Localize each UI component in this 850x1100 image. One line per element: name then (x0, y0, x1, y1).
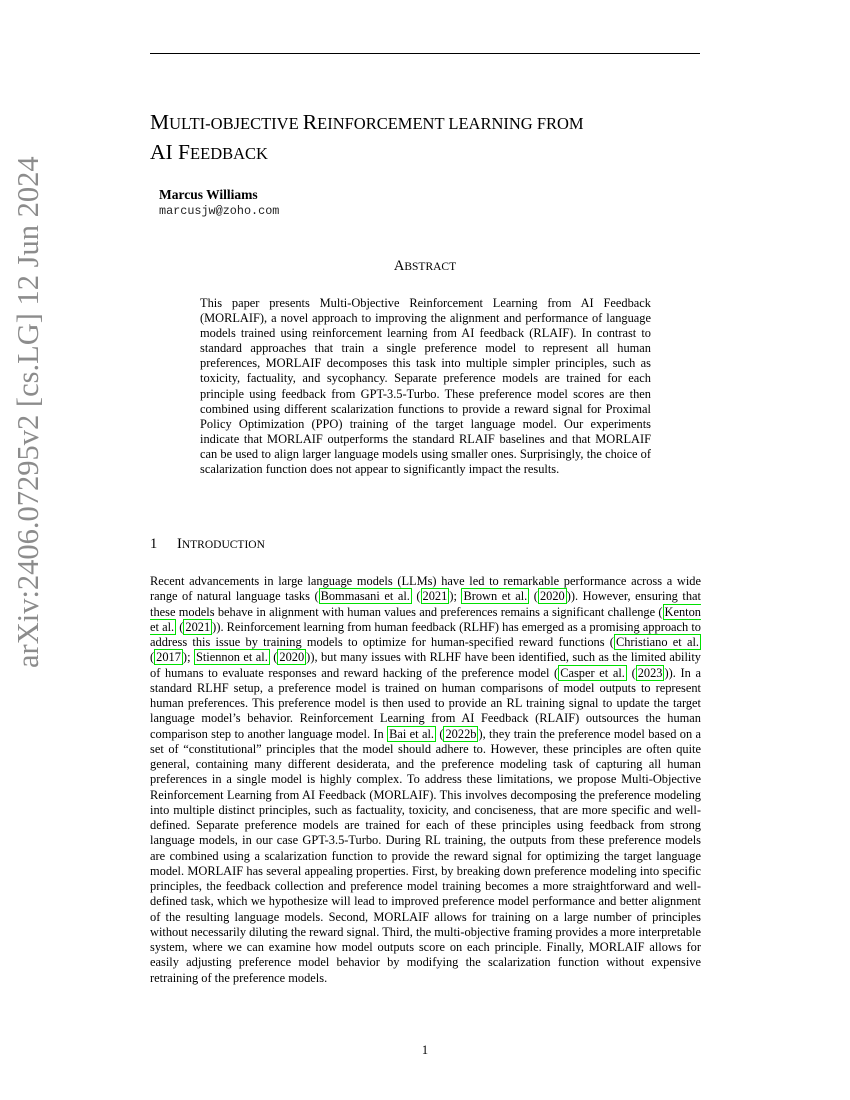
page-number: 1 (421, 1043, 429, 1057)
abstract-text: This paper presents Multi-Objective Reinforcement Learning from AI Feedback (MORLAIF), a novel approach to improving the alignment and performance of language models trained using reinforcement learning from AI feedback (RLAIF). In contrast to standard approaches that train a single preference model to represent all human preferences, MORLAIF decomposes this task into multiple simpler principles, such as toxicity, factuality, and sycophancy. Separate preference models are trained for each principle using feedback from GPT-3.5-Turbo. These preference model scores are then combined using different scalarization functions to provide a reward signal for Proximal Policy Optimization (PPO) training of the target language model. Our experiments indicate that MORLAIF outperforms the standard RLAIF baselines and that MORLAIF can be used to align larger language models using smaller ones. Surprisingly, the choice of scalarization function does not appear to significantly impact the results. (200, 296, 651, 477)
text-run: , they train the preference model based on a set of “constitutional” principles that the model should adhere to. However, these principles are often quite general, containing many different desiderata, and the preference modeling task of capturing all human preferences in a single model is highly complex. To address these limitations, we propose Multi-Objective Reinforcement Learning from AI Feedback (MORLAIF). This involves decomposing the preference modeling into multiple distinct principles, such as factuality, toxicity, and conciseness, that are more specific and well-defined. Separate preference models are trained for each of these principles using feedback from strong language models, in our case GPT-3.5-Turbo. During RL training, the outputs from these preference models are combined using a scalarization function to provide the reward signal for optimizing the target language model. MORLAIF has several appealing properties. First, by breaking down preference modeling into specific principles, the feedback collection and preference model training becomes a more straightforward and well-defined task, which we hypothesize will lead to improved preference model performance and better alignment of the resulting language models. Second, MORLAIF allows for training on a large number of principles without necessarily diluting the reward signal. Third, the multi-objective framing provides a more interpretable system, where we can examine how model outputs score on each principle. Finally, MORLAIF allows for easily adjusting preference model behavior by modifying the scalarization function without expensive retraining of the preference models. (150, 726, 701, 985)
citation-year-link[interactable]: 2022b (445, 726, 477, 741)
citation-link[interactable]: Casper et al. (560, 665, 625, 680)
citation-link[interactable]: Bai et al. (389, 726, 434, 741)
author-name: Marcus Williams (159, 187, 258, 202)
title-part: R (302, 110, 318, 134)
citation-link[interactable]: Brown et al. (463, 589, 528, 604)
text-run: Recent advancements in large language models (LLMs) have led to remarkable performance across a wide range of natural language tasks ( (150, 574, 701, 604)
citation-link[interactable]: Stiennon et al. (195, 650, 268, 665)
citation-year-link[interactable]: 2023 (637, 665, 663, 680)
citation-link[interactable]: Bommasani et al. (320, 589, 410, 604)
abstract-heading-part: BSTRACT (404, 261, 457, 273)
section-title-part: I (177, 536, 182, 552)
citation-year-link[interactable]: 2020 (539, 589, 565, 604)
title-part: M (150, 110, 170, 134)
citation-year-link[interactable]: 2020 (279, 650, 305, 665)
citation-link[interactable]: Christiano et al. (615, 635, 699, 649)
citation-year-link[interactable]: 2021 (185, 619, 211, 634)
citation-year-link[interactable]: 2021 (422, 589, 448, 604)
text-run: ; (187, 650, 194, 665)
author-email: marcusjw@zoho.com (159, 204, 280, 218)
section-title-part: NTRODUCTION (181, 539, 265, 551)
section-heading-introduction (150, 536, 265, 553)
paper-title (150, 108, 710, 168)
citation-year-link[interactable]: 2017 (156, 650, 181, 665)
abstract-heading (0, 258, 850, 275)
title-part: ULTI-OBJECTIVE (169, 114, 303, 133)
text-run: ; (453, 589, 462, 604)
title-part: AI F (150, 140, 191, 164)
citation-link[interactable]: Kenton et al. (150, 604, 701, 634)
abstract-heading-part: A (393, 258, 405, 274)
introduction-paragraph: Recent advancements in large language models (LLMs) have led to remarkable performance across a wide range of natural language tasks ( Bommasani et al. ( 2021 ); Brown et al. ( 2020 )). However, ensuring that these models behave in alignment with human values and preferences remains a significant challenge ( Kenton et al. ( 2021 )). Reinforcement learning from human feedback (RLHF) has emerged as a promising approach to address this issue by training models to optimize for human-specified reward functions ( Christiano et al. ( 2017 ); Stiennon et al. ( 2020 )), but many issues with RLHF have been identified, such as the limited ability of humans to evaluate responses and reward hacking of the preference model ( Casper et al. ( 2023 )). In a standard RLHF setup, a preference model is trained on human comparisons of model outputs to represent human preferences. This preference model is then used to provide an RL training signal to update the target language model’s behavior. Reinforcement Learning from AI Feedback (RLAIF) outsources the human comparison step to another language model. In Bai et al. ( 2022b ), they train the preference model based on a set of “constitutional” principles that the model should adhere to. However, these principles are often quite general, containing many different desiderata, and the preference modeling task of capturing all human preferences in a single model is highly complex. To address these limitations, we propose Multi-Objective Reinforcement Learning from AI Feedback (MORLAIF). This involves decomposing the preference modeling into multiple distinct principles, such as factuality, toxicity, and conciseness, that are more specific and well-defined. Separate preference models are trained for each of these principles using feedback from strong language models, in our case GPT-3.5-Turbo. During RL training, the outputs from these preference models are combined using a scalarization function to provide the reward signal for optimizing the target language model. MORLAIF has several appealing properties. First, by breaking down preference modeling into specific principles, the feedback collection and preference model training becomes a more straightforward and well-defined task, which we hypothesize will lead to improved preference model performance and better alignment of the resulting language models. Second, MORLAIF allows for training on a large number of principles without necessarily diluting the reward signal. Third, the multi-objective framing provides a more interpretable system, where we can examine how model outputs score on each principle. Finally, MORLAIF allows for easily adjusting preference model behavior by modifying the scalarization function without expensive retraining of the preference models. (150, 574, 702, 985)
arxiv-stamp-text: arXiv:2406.07295v2 [cs.LG] 12 Jun 2024 (11, 156, 45, 668)
author-block (159, 187, 279, 219)
text-run: ). Reinforcement learning from human feedback (RLHF) has emerged as a promising approach to address this issue by training models to optimize for human-specified reward functions ( (150, 619, 701, 649)
top-rule (150, 53, 700, 54)
title-part: EINFORCEMENT LEARNING FROM (317, 114, 584, 133)
text-run: ). However, ensuring that these models behave in alignment with human values and preferences remains a significant challenge ( (150, 589, 701, 619)
text-run: ). In a standard RLHF setup, a preference model is trained on human comparisons of model outputs to represent human preferences. This preference model is then used to provide an RL training signal to update the target language model’s behavior. Reinforcement Learning from AI Feedback (RLAIF) outsources the human comparison step to another language model. In (150, 665, 701, 741)
title-part: EEDBACK (190, 144, 268, 163)
text-run: ), but many issues with RLHF have been identified, such as the limited ability of humans to evaluate responses and reward hacking of the preference model ( (150, 650, 702, 680)
section-number: 1 (150, 536, 158, 552)
